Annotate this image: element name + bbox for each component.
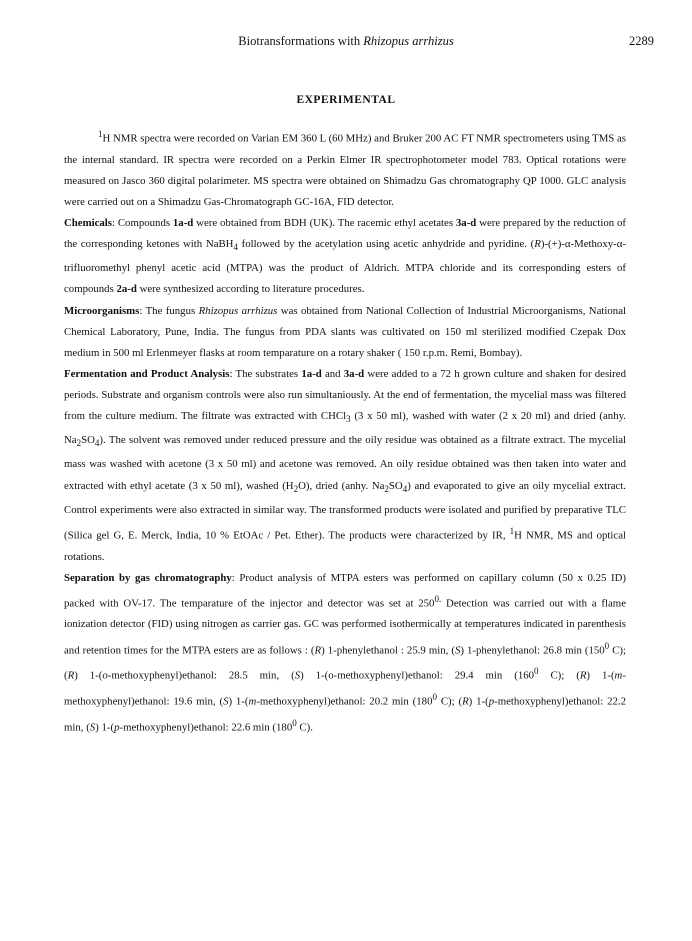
paragraph-fermentation: Fermentation and Product Analysis: The substrates 1a-d and 3a-d were added to a 72 h grown culture and shaken for desired periods. Substrate and organism controls were also run simultaniously. At the end of fermentation, the mycelial mass was filtered from the culture medium. The filtrate was extracted with CHCl$_3$ (3 x 50 ml), washed with water (2 x 20 ml) and dried (anhy. $Na_2SO_4$). The solvent was removed under reduced pressure and the oily residue was obtained as a filtrate extract. The mycelial mass was washed with acetone (3 x 50 ml) and acetone was removed. An oily residue obtained was then taken into water and extracted with ethyl acetate (3 x 50 ml), washed $(H_2O)$, dried (anhy. $Na_2SO_4$) and evaporated to give an oily mycelial extract. Control experiments were also extracted in similar way. The transformed products were isolated and purified by preparative TLC (Silica gel G, E. Merck, India, 10 % EtOAc / Pet. Ether). The products were characterized by IR, $^1$H NMR, MS and optical rotations. bbox=[64, 367, 626, 563]
body-text bbox=[64, 124, 626, 738]
heading-microorganisms: Microorganisms bbox=[64, 304, 140, 317]
running-title-species: Rhizopus arrhizus bbox=[363, 34, 454, 48]
heading-chemicals: Chemicals bbox=[64, 216, 112, 229]
running-header bbox=[0, 34, 692, 52]
running-title bbox=[0, 34, 692, 49]
paragraph-microorganisms: Microorganisms: The fungus Rhizopus arrhizus was obtained from National Collection of Industrial Microorganisms, National Chemical Laboratory, Pune, India. The fungus from PDA slants was cultivated on 150 ml sterilized modified Czepak Dox medium in 500 ml Erlenmeyer flasks at room temparature on a rotary shaker ( 150 r.p.m. Remi, Bombay). bbox=[64, 304, 626, 359]
running-title-text: Biotransformations with bbox=[238, 34, 364, 48]
paragraph-separation: Separation by gas chromatography: Product analysis of MTPA esters was performed on capillary column (50 x 0.25 ID) packed with OV-17. The temparature of the injector and detector was set at $250^{0.}$ Detection was carried out with a flame ionization detector (FID) using nitrogen as carrier gas. GC was performed isothermically at temperatures indicated in parenthesis and retention times for the MTPA esters are as follows : (R) 1-phenylethanol : 25.9 min, (S) 1-phenylethanol: 26.8 $\min (150^0$ C); (R) 1-(o-methoxyphenyl)ethanol: 28.5 min, (S) 1-(o-methoxyphenyl)ethanol: 29.4 $\min (160^0$ C); (R) 1-(m-methoxyphenyl)ethanol: 19.6 min, (S) 1-(m-methoxyphenyl)ethanol: 20.2 $\min (180^0$ C); (R) 1-(p-methoxyphenyl)ethanol: 22.2 min, (S) 1-(p-methoxyphenyl)ethanol: 22.6 $\min (180^0$ C). bbox=[64, 571, 626, 734]
heading-fermentation: Fermentation and Product Analysis bbox=[64, 367, 230, 380]
paragraph-instruments: $^1$H NMR spectra were recorded on Varian EM 360 L (60 MHz) and Bruker 200 AC FT NMR spectrometers using TMS as the internal standard. IR spectra were recorded on a Perkin Elmer IR spectrophotometer model 783. Optical rotations were measured on Jasco 360 digital polarimeter. MS spectra were obtained on Shimadzu Gas chromatography QP 1000. GLC analysis were carried out on a Shimadzu Gas-Chromatograph GC-16A, FID detector. bbox=[64, 129, 626, 208]
paragraph-chemicals: Chemicals: Compounds 1a-d were obtained from BDH (UK). The racemic ethyl acetates 3a-d were prepared by the reduction of the corresponding ketones with NaBH$_4$ followed by the acetylation using acetic anhydride and pyridine. (R)-(+)-α-Methoxy-α-trifluoromethyl phenyl acetic acid (MTPA) was the product of Aldrich. MTPA chloride and its corresponding esters of compounds 2a-d were synthesized according to literature procedures. bbox=[64, 216, 626, 296]
heading-separation: Separation by gas chromatography bbox=[64, 571, 232, 584]
page-number: 2289 bbox=[629, 34, 654, 48]
section-title: EXPERIMENTAL bbox=[296, 94, 396, 106]
